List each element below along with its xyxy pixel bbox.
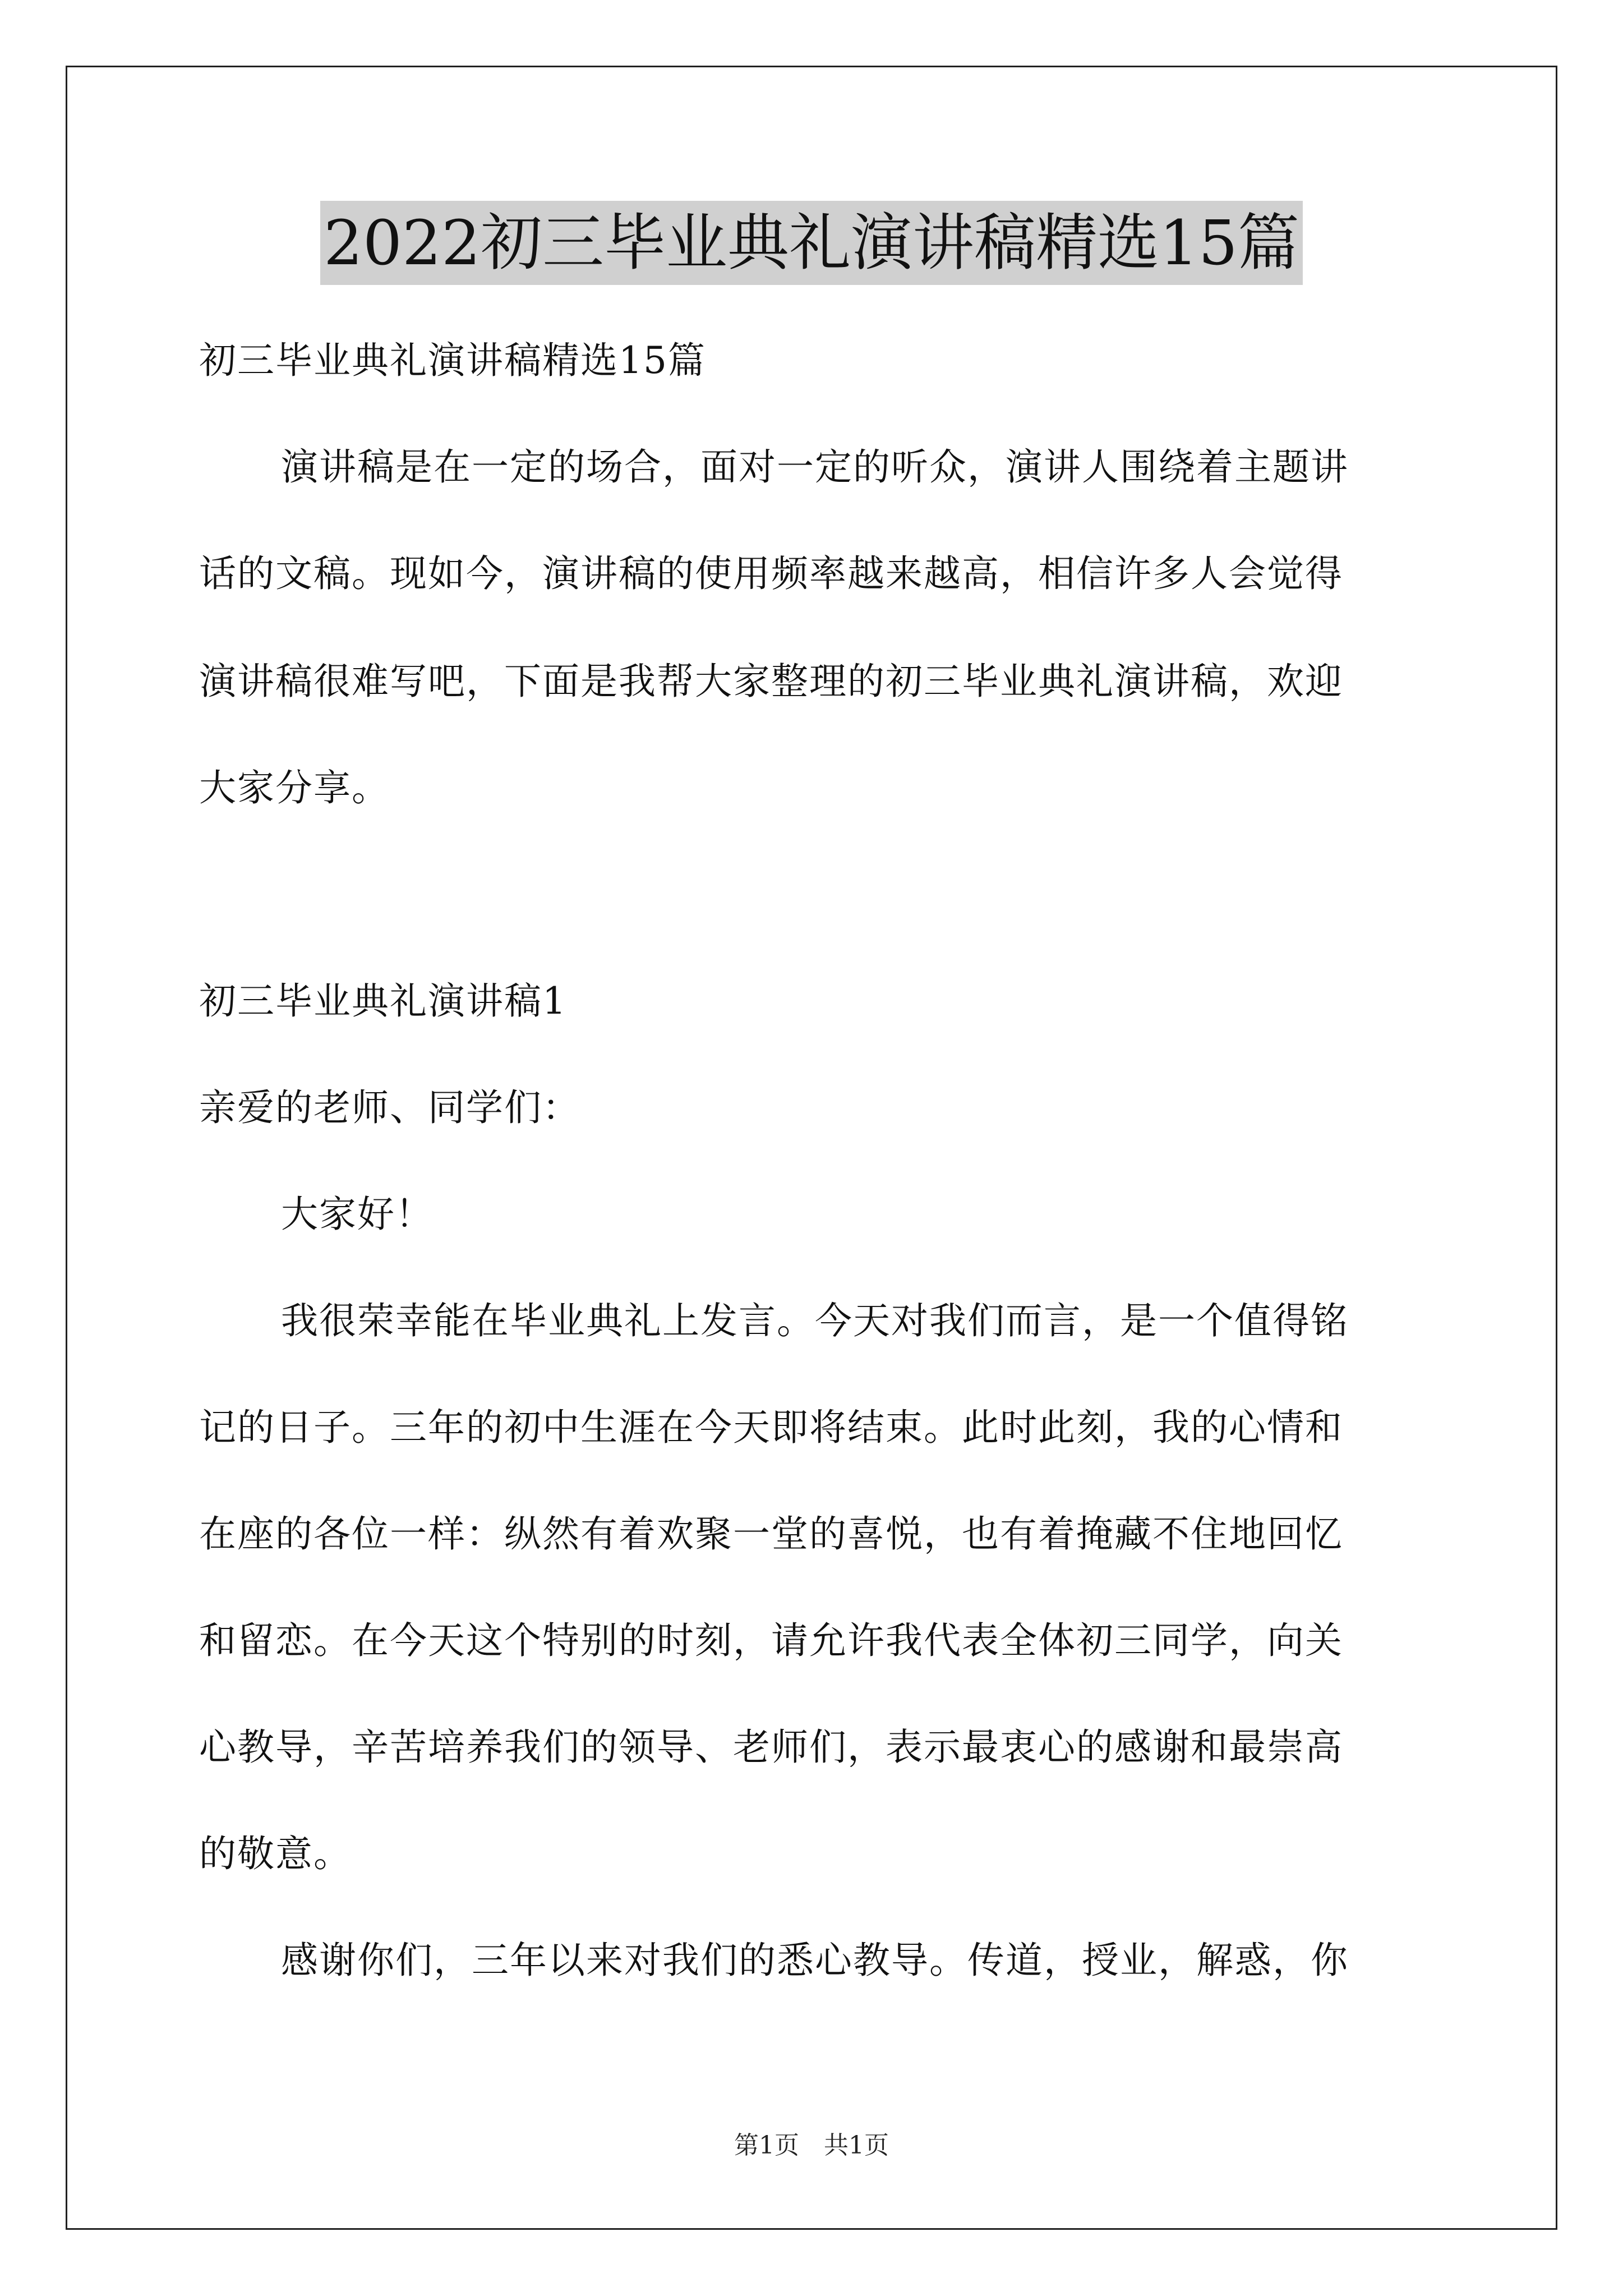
intro-paragraph-line: 演讲稿是在一定的场合，面对一定的听众，演讲人围绕着主题讲 [281,445,1349,489]
speech-paragraph-line: 我很荣幸能在毕业典礼上发言。今天对我们而言，是一个值得铭 [281,1299,1349,1342]
title-container [0,201,1623,285]
salutation-line: 亲爱的老师、同学们： [199,1086,580,1129]
speech-paragraph-line: 感谢你们，三年以来对我们的悉心教导。传道，授业，解惑，你 [281,1939,1349,1982]
speech-paragraph-line: 在座的各位一样：纵然有着欢聚一堂的喜悦，也有着掩藏不住地回忆 [199,1512,1343,1556]
intro-paragraph-line: 大家分享。 [199,766,390,809]
section-heading: 初三毕业典礼演讲稿1 [199,979,567,1023]
page-footer: 第1页 共1页 [734,2131,889,2160]
page-border [66,66,1557,2230]
speech-paragraph-line: 记的日子。三年的初中生涯在今天即将结束。此时此刻，我的心情和 [199,1406,1343,1449]
document-title: 2022初三毕业典礼演讲稿精选15篇 [320,201,1303,285]
speech-paragraph-line: 和留恋。在今天这个特别的时刻，请允许我代表全体初三同学，向关 [199,1619,1343,1662]
intro-paragraph-line: 演讲稿很难写吧，下面是我帮大家整理的初三毕业典礼演讲稿，欢迎 [199,660,1343,703]
subtitle-line: 初三毕业典礼演讲稿精选15篇 [199,339,706,382]
intro-paragraph-line: 话的文稿。现如今，演讲稿的使用频率越来越高，相信许多人会觉得 [199,552,1343,595]
speech-paragraph-line: 的敬意。 [199,1832,352,1875]
speech-paragraph-line: 心教导，辛苦培养我们的领导、老师们，表示最衷心的感谢和最崇高 [199,1726,1343,1769]
greeting-line: 大家好！ [281,1193,434,1236]
